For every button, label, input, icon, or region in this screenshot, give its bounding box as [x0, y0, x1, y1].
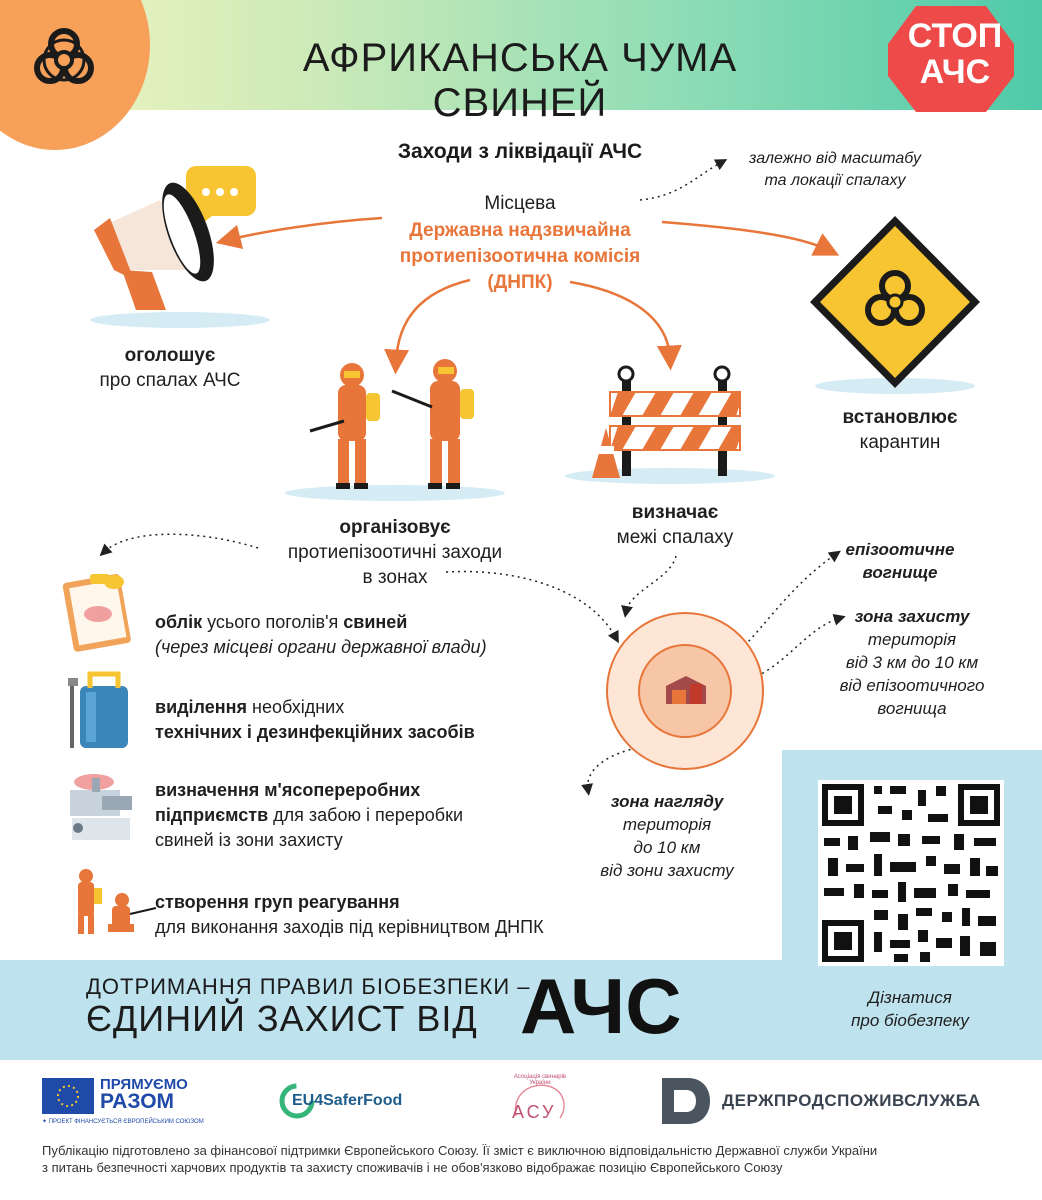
dnpk-title [340, 218, 700, 296]
scale-note [720, 148, 950, 192]
note-line1: залежно від масштабу [749, 150, 921, 167]
list-item-plants [155, 778, 595, 853]
dps-text: ДЕРЖПРОДСПОЖИВСЛУЖБА [722, 1091, 981, 1110]
item2-text: необхідних [247, 697, 345, 717]
item3-line2-bold: підприємств [155, 805, 269, 825]
stop-line2: АЧС [919, 53, 991, 91]
organize-rest1: протиепізоотичні заходи [287, 542, 503, 563]
eu-line1: ПРЯМУЄМО [100, 1076, 188, 1093]
quarantine-bold: встановлює [842, 407, 958, 428]
meat-processing-machine-icon [62, 772, 140, 844]
dnpk-line1: Державна надзвичайна [409, 220, 631, 241]
item2-bold: виділення [155, 697, 248, 717]
item3-bold: визначення м'ясопереробних [155, 780, 421, 800]
watch-line1: територія [622, 815, 712, 834]
action-quarantine [790, 405, 1010, 455]
watch-line2: до 10 км [633, 838, 701, 857]
logo-eu4saferfood [278, 1080, 428, 1124]
define-rest: межі спалаху [616, 527, 734, 548]
biohazard-icon [22, 18, 106, 102]
item3-line2: для забою і переробки [268, 805, 464, 825]
footer-line2: з питань безпечності харчових продуктів та захисту споживачів і не обов'язково відображає позицію Європейського Союзу [42, 1160, 783, 1175]
item4-bold: створення груп реагування [155, 892, 400, 912]
item2-line2: технічних і дезинфекційних засобів [155, 722, 475, 742]
list-item-teams [155, 890, 655, 940]
banner-line2: ЄДИНИЙ ЗАХИСТ ВІД [86, 998, 478, 1039]
clipboard-pig-icon [56, 570, 142, 654]
logo-eu-together [42, 1076, 204, 1125]
item1-line2: (через місцеві органи державної влади) [155, 637, 487, 657]
zone-watch-label [572, 790, 762, 882]
megaphone-icon [70, 160, 270, 330]
quarantine-sign-icon [800, 210, 990, 400]
asu-arc-text: Асоціація свинарів України [513, 1074, 567, 1086]
footer-line1: Публікацію підготовлено за фінансової підтримки Європейського Союзу. Її зміст є виключною відповідальністю Державної служби України [42, 1143, 878, 1158]
response-team-icon [66, 866, 160, 938]
protect-line1: територія [867, 630, 957, 649]
stop-badge [900, 18, 1010, 90]
qr-caption-line1: Дізнатися [868, 988, 952, 1007]
qr-caption [790, 986, 1030, 1032]
item1-bold2: свиней [343, 612, 408, 632]
zone-circles-diagram [600, 606, 770, 776]
action-announce [60, 343, 280, 393]
organize-bold: організовує [339, 517, 451, 538]
local-label: Місцева [484, 193, 556, 214]
logo-dps [662, 1078, 1012, 1126]
protect-line3: від епізоотичного [839, 676, 985, 695]
item3-line3: свиней із зони захисту [155, 830, 343, 850]
watch-title: зона нагляду [610, 792, 724, 811]
workers-spraying-icon [280, 355, 510, 505]
dnpk-line3: (ДНПК) [487, 272, 553, 293]
define-bold: визначає [631, 502, 719, 523]
disinfection-tank-icon [62, 668, 134, 752]
item4-line2: для виконання заходів під керівництвом ДНПК [155, 917, 544, 937]
protect-line2: від 3 км до 10 км [845, 653, 979, 672]
item1-bold: облік [155, 612, 203, 632]
announce-rest: про спалах АЧС [99, 370, 241, 391]
watch-line3: від зони захисту [600, 861, 734, 880]
focus-line1: епізоотичне [845, 540, 955, 559]
qr-code[interactable] [818, 780, 1004, 966]
action-define [590, 500, 760, 550]
logo-asu [498, 1072, 578, 1132]
item1-text: усього поголів'я [202, 612, 344, 632]
asu-text: АСУ [512, 1102, 557, 1122]
zone-focus-label [820, 538, 980, 584]
action-organize [250, 515, 540, 590]
eu-line2: РАЗОМ [100, 1090, 175, 1113]
qr-code-icon [818, 780, 1004, 966]
protect-title: зона захисту [854, 607, 970, 626]
note-line2: та локації спалаху [764, 172, 906, 189]
announce-bold: оголошує [124, 345, 216, 366]
quarantine-rest: карантин [859, 432, 941, 453]
eu-flag-icon [42, 1078, 94, 1114]
zone-protect-label [802, 605, 1022, 720]
section-heading: Заходи з ліквідації АЧС [397, 140, 643, 163]
dnpk-line2: протиепізоотична комісія [399, 246, 641, 267]
banner-line1: ДОТРИМАННЯ ПРАВИЛ БІОБЕЗПЕКИ – [86, 974, 531, 999]
dps-emblem-icon [662, 1078, 710, 1124]
footer-disclaimer [42, 1142, 1022, 1176]
focus-line2: вогнище [862, 563, 938, 582]
stop-line1: СТОП [907, 17, 1003, 55]
list-item-census [155, 610, 595, 660]
list-item-resources [155, 695, 595, 745]
qr-caption-line2: про біобезпеку [851, 1011, 969, 1030]
eu4-text: EU4SaferFood [292, 1092, 403, 1109]
page-title: АФРИКАНСЬКА ЧУМА СВИНЕЙ [302, 36, 738, 125]
protect-line4: вогнища [877, 699, 947, 718]
eu-small: ✦ ПРОЕКТ ФІНАНСУЄТЬСЯ ЄВРОПЕЙСЬКИМ СОЮЗОМ [42, 1119, 204, 1125]
road-barrier-icon [560, 360, 780, 490]
banner-line3: АЧС [520, 962, 682, 1050]
organize-rest2: в зонах [362, 567, 428, 588]
